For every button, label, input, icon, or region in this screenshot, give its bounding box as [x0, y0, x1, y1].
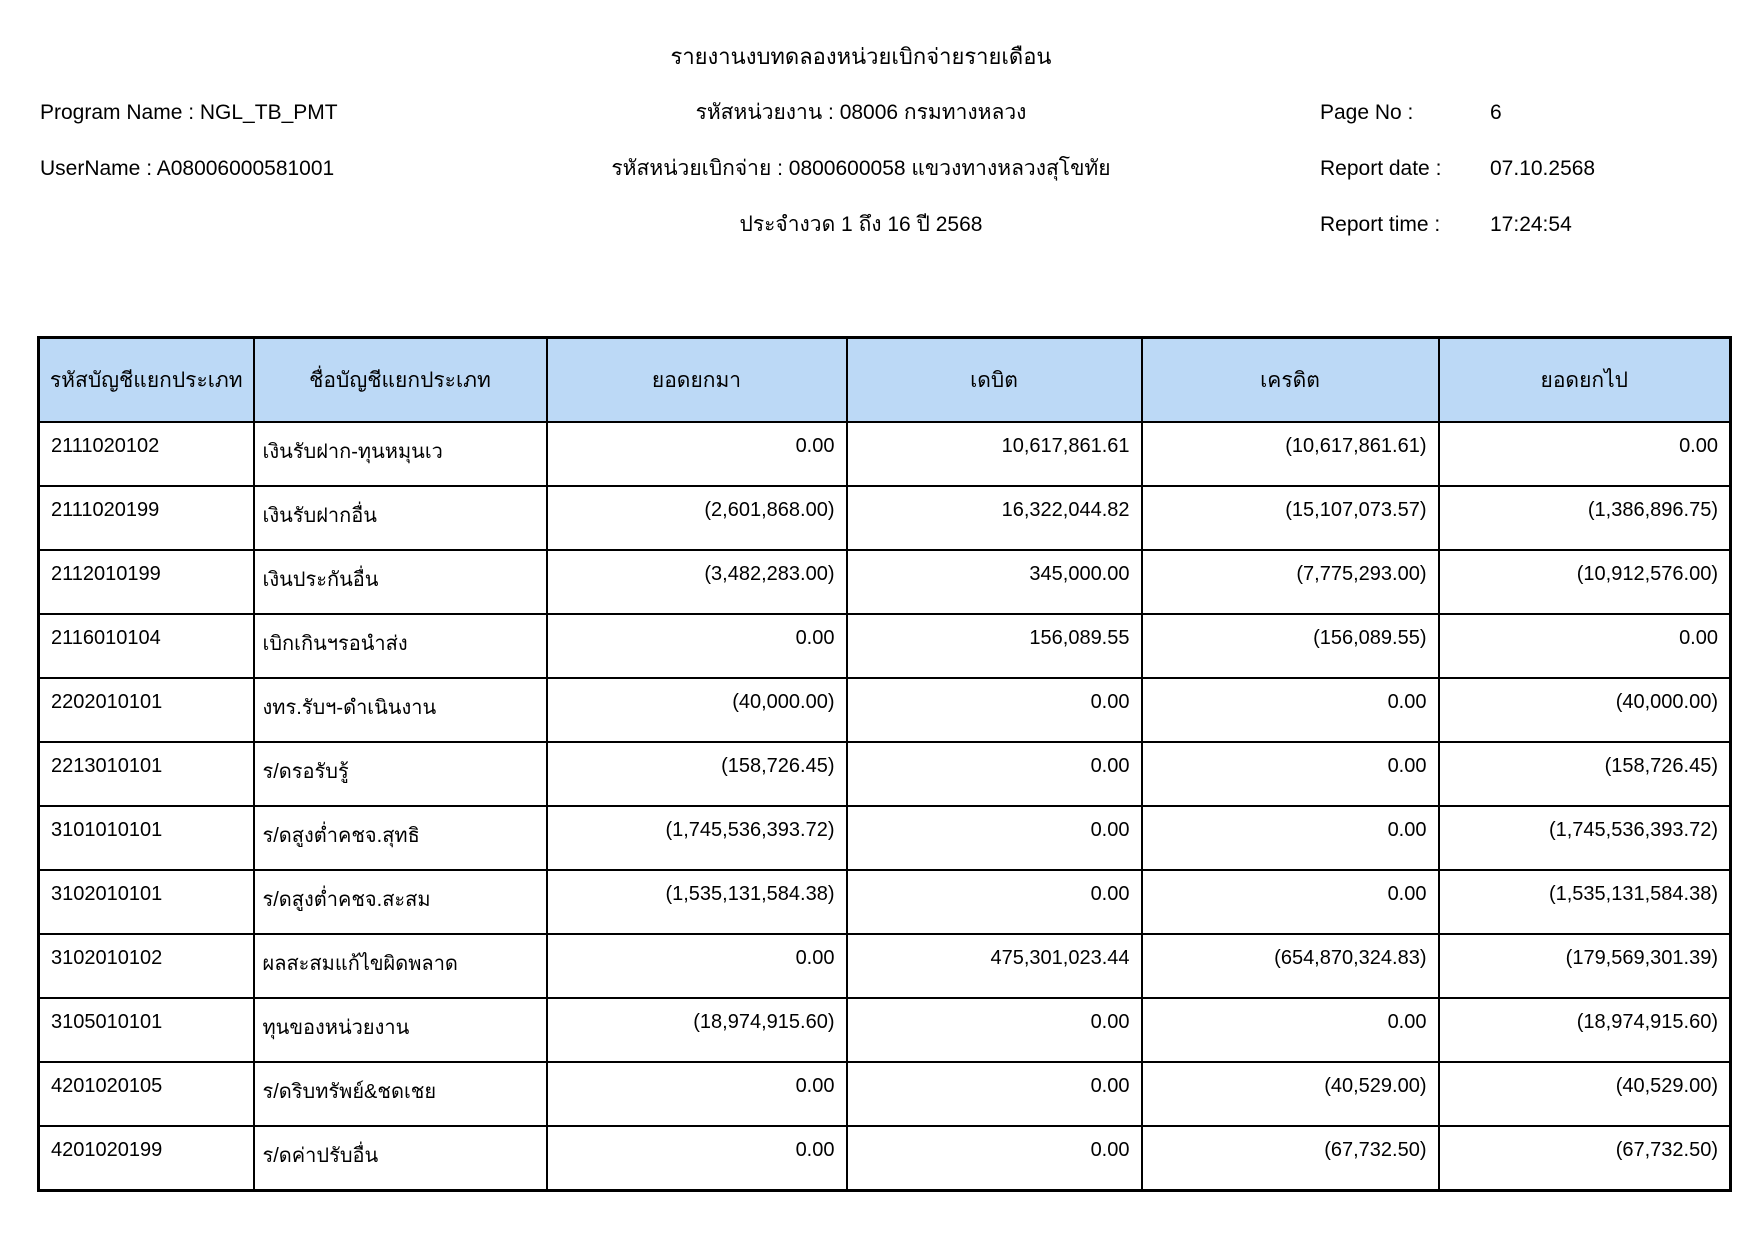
table-row [39, 678, 1731, 742]
table-body [39, 422, 1731, 1191]
account-code-cell: 3102010102 [39, 934, 254, 998]
account-code-cell: 2111020199 [39, 486, 254, 550]
credit-cell: (67,732.50) [1142, 1126, 1439, 1191]
credit-cell: (40,529.00) [1142, 1062, 1439, 1126]
account-name-cell: ทุนของหน่วยงาน [254, 998, 547, 1062]
account-code-cell: 2112010199 [39, 550, 254, 614]
account-code-cell: 2111020102 [39, 422, 254, 486]
header-row [39, 338, 1731, 423]
beginning-balance-cell: (2,601,868.00) [547, 486, 847, 550]
report-time-value: 17:24:54 [1490, 213, 1572, 236]
account-code-cell: 3101010101 [39, 806, 254, 870]
credit-cell: (10,617,861.61) [1142, 422, 1439, 486]
account-name-cell: เบิกเกินฯรอนำส่ง [254, 614, 547, 678]
program-name: Program Name : NGL_TB_PMT [40, 101, 338, 124]
ending-balance-cell: (179,569,301.39) [1439, 934, 1731, 998]
column-header-1: ชื่อบัญชีแยกประเภท [254, 338, 547, 423]
debit-cell: 10,617,861.61 [847, 422, 1142, 486]
table-row [39, 998, 1731, 1062]
ending-balance-cell: (18,974,915.60) [1439, 998, 1731, 1062]
debit-cell: 0.00 [847, 806, 1142, 870]
account-name-cell: ร/ดรอรับรู้ [254, 742, 547, 806]
beginning-balance-cell: (3,482,283.00) [547, 550, 847, 614]
credit-cell: 0.00 [1142, 806, 1439, 870]
column-header-5: ยอดยกไป [1439, 338, 1731, 423]
credit-cell: (15,107,073.57) [1142, 486, 1439, 550]
beginning-balance-cell: 0.00 [547, 934, 847, 998]
ending-balance-cell: (40,529.00) [1439, 1062, 1731, 1126]
credit-cell: (654,870,324.83) [1142, 934, 1439, 998]
beginning-balance-cell: (18,974,915.60) [547, 998, 847, 1062]
disbursement-line: รหัสหน่วยเบิกจ่าย : 0800600058 แขวงทางหลวงสุโขทัย [611, 157, 1111, 180]
ending-balance-cell: (10,912,576.00) [1439, 550, 1731, 614]
table-row [39, 422, 1731, 486]
account-code-cell: 3105010101 [39, 998, 254, 1062]
ending-balance-cell: (40,000.00) [1439, 678, 1731, 742]
table-row [39, 742, 1731, 806]
debit-cell: 0.00 [847, 870, 1142, 934]
beginning-balance-cell: (40,000.00) [547, 678, 847, 742]
ending-balance-cell: 0.00 [1439, 614, 1731, 678]
agency-line: รหัสหน่วยงาน : 08006 กรมทางหลวง [695, 101, 1027, 124]
trial-balance-table [37, 336, 1732, 1192]
page-no-label: Page No : [1320, 101, 1414, 124]
account-code-cell: 4201020199 [39, 1126, 254, 1191]
ending-balance-cell: (158,726.45) [1439, 742, 1731, 806]
credit-cell: 0.00 [1142, 870, 1439, 934]
account-code-cell: 3102010101 [39, 870, 254, 934]
account-name-cell: เงินรับฝากอื่น [254, 486, 547, 550]
credit-cell: (7,775,293.00) [1142, 550, 1439, 614]
beginning-balance-cell: 0.00 [547, 1062, 847, 1126]
beginning-balance-cell: 0.00 [547, 1126, 847, 1191]
debit-cell: 0.00 [847, 742, 1142, 806]
page-no-value: 6 [1490, 101, 1502, 124]
account-code-cell: 2213010101 [39, 742, 254, 806]
table-row [39, 870, 1731, 934]
account-code-cell: 2116010104 [39, 614, 254, 678]
column-header-3: เดบิต [847, 338, 1142, 423]
credit-cell: (156,089.55) [1142, 614, 1439, 678]
ending-balance-cell: (67,732.50) [1439, 1126, 1731, 1191]
period-line: ประจำงวด 1 ถึง 16 ปี 2568 [739, 213, 983, 236]
account-name-cell: ร/ดริบทรัพย์&ชดเชย [254, 1062, 547, 1126]
table-row [39, 1062, 1731, 1126]
column-header-4: เครดิต [1142, 338, 1439, 423]
account-code-cell: 2202010101 [39, 678, 254, 742]
column-header-0: รหัสบัญชีแยกประเภท [39, 338, 254, 423]
ending-balance-cell: 0.00 [1439, 422, 1731, 486]
debit-cell: 0.00 [847, 998, 1142, 1062]
table-row [39, 614, 1731, 678]
beginning-balance-cell: (158,726.45) [547, 742, 847, 806]
debit-cell: 0.00 [847, 1126, 1142, 1191]
account-name-cell: เงินประกันอื่น [254, 550, 547, 614]
table-row [39, 806, 1731, 870]
beginning-balance-cell: (1,745,536,393.72) [547, 806, 847, 870]
report-date-label: Report date : [1320, 157, 1442, 180]
table-row [39, 550, 1731, 614]
account-name-cell: เงินรับฝาก-ทุนหมุนเว [254, 422, 547, 486]
account-code-cell: 4201020105 [39, 1062, 254, 1126]
debit-cell: 156,089.55 [847, 614, 1142, 678]
report-date-value: 07.10.2568 [1490, 157, 1596, 180]
ending-balance-cell: (1,386,896.75) [1439, 486, 1731, 550]
beginning-balance-cell: 0.00 [547, 614, 847, 678]
report-title: รายงานงบทดลองหน่วยเบิกจ่ายรายเดือน [670, 44, 1052, 69]
account-name-cell: ร/ดสูงต่ำคชจ.สะสม [254, 870, 547, 934]
ending-balance-cell: (1,535,131,584.38) [1439, 870, 1731, 934]
account-name-cell: งทร.รับฯ-ดำเนินงาน [254, 678, 547, 742]
debit-cell: 345,000.00 [847, 550, 1142, 614]
beginning-balance-cell: 0.00 [547, 422, 847, 486]
account-name-cell: ร/ดสูงต่ำคชจ.สุทธิ [254, 806, 547, 870]
report-time-label: Report time : [1320, 213, 1441, 236]
debit-cell: 0.00 [847, 1062, 1142, 1126]
credit-cell: 0.00 [1142, 678, 1439, 742]
table-row [39, 934, 1731, 998]
table-row [39, 1126, 1731, 1191]
username: UserName : A08006000581001 [40, 157, 335, 180]
table-row [39, 486, 1731, 550]
ending-balance-cell: (1,745,536,393.72) [1439, 806, 1731, 870]
column-header-2: ยอดยกมา [547, 338, 847, 423]
account-name-cell: ผลสะสมแก้ไขผิดพลาด [254, 934, 547, 998]
debit-cell: 0.00 [847, 678, 1142, 742]
table-header-row [39, 338, 1731, 423]
debit-cell: 16,322,044.82 [847, 486, 1142, 550]
credit-cell: 0.00 [1142, 742, 1439, 806]
debit-cell: 475,301,023.44 [847, 934, 1142, 998]
beginning-balance-cell: (1,535,131,584.38) [547, 870, 847, 934]
credit-cell: 0.00 [1142, 998, 1439, 1062]
account-name-cell: ร/ดค่าปรับอื่น [254, 1126, 547, 1191]
